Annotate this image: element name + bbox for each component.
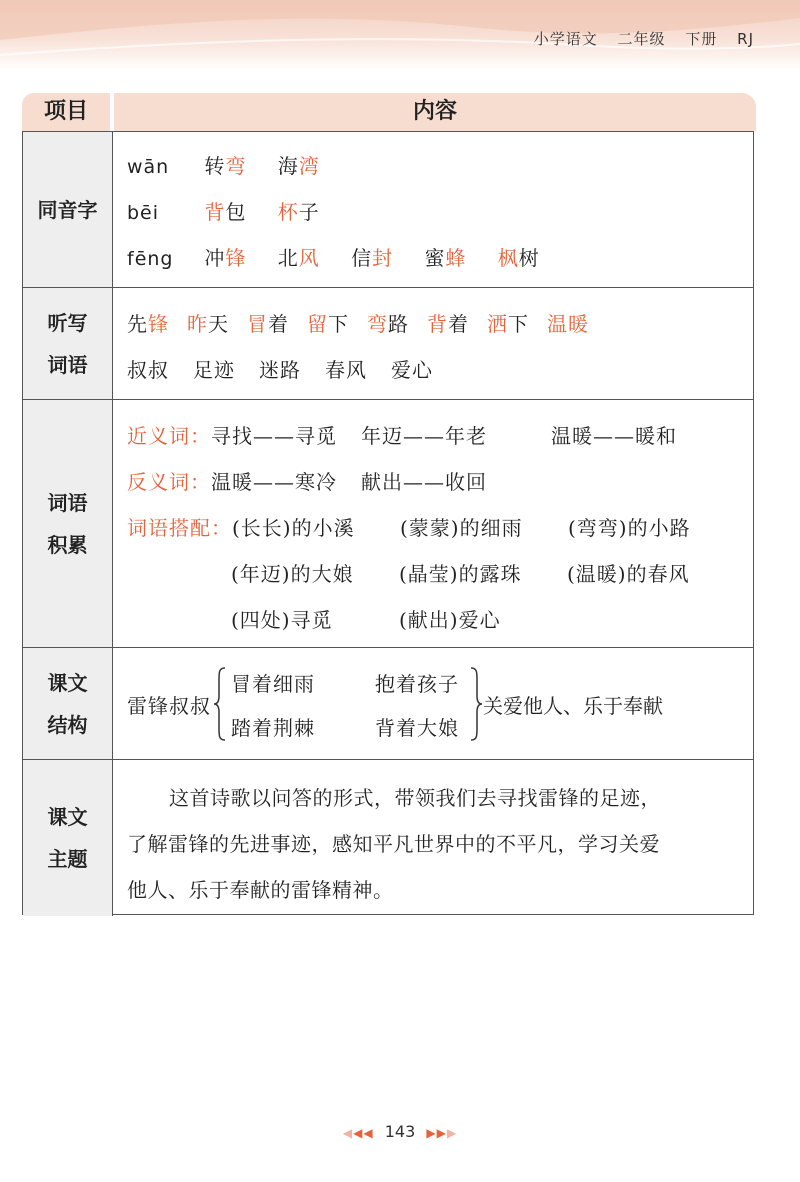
header-volume: 下册 (685, 30, 718, 48)
page-number: 143 (384, 1122, 416, 1141)
structure-left-top: 冒着细雨 (231, 672, 315, 696)
synonyms-line (127, 420, 677, 449)
label-line: 课文 (47, 805, 88, 829)
char: 北 (277, 246, 299, 270)
theme-line-1: 这首诗歌以问答的形式，带领我们去寻找雷锋的足迹， (169, 786, 661, 810)
antonyms-line (127, 466, 487, 495)
row-dictation (23, 287, 753, 399)
structure-left-bottom: 踏着荆棘 (231, 716, 315, 740)
collocation: (温暖)的春风 (567, 562, 690, 586)
char: 转 (204, 154, 226, 178)
label-vocab (23, 400, 113, 647)
char-red: 枫 (497, 246, 519, 270)
row-vocab (23, 399, 753, 647)
right-brace (469, 666, 483, 742)
structure-conclusion: 关爱他人、乐于奉献 (483, 694, 663, 718)
dictation-content (113, 288, 753, 399)
prev-arrow-icon: ◀◀ (353, 1126, 374, 1140)
vocab-content (113, 400, 753, 647)
label-line: 主题 (47, 847, 88, 871)
collocation: (晶莹)的露珠 (399, 562, 522, 586)
dictation-word: 足迹 (193, 358, 235, 382)
collocation: (弯弯)的小路 (568, 516, 691, 540)
dictation-word: 留下 (307, 312, 349, 336)
dictation-word: 冒着 (247, 312, 289, 336)
theme-line-3: 他人、乐于奉献的雷锋精神。 (127, 878, 394, 902)
collocation: (长长)的小溪 (232, 516, 355, 540)
char-red: 弯 (225, 154, 247, 178)
homophone-line-feng (127, 242, 564, 271)
dictation-word: 洒下 (487, 312, 529, 336)
next-arrow-icon: ▶ (446, 1126, 458, 1140)
label-structure (23, 648, 113, 759)
char: 海 (277, 154, 299, 178)
column-header-content: 内容 (114, 93, 756, 131)
synonym-pair: 寻找——寻觅 (211, 424, 337, 448)
pinyin: fēng (127, 248, 174, 270)
dictation-word: 背着 (427, 312, 469, 336)
dictation-word: 昨天 (187, 312, 229, 336)
antonym-tag: 反义词： (127, 470, 211, 494)
synonym-pair: 温暖——暖和 (551, 424, 677, 448)
label-line: 课文 (47, 670, 88, 695)
theme-line-2: 了解雷锋的先进事迹，感知平凡世界中的不平凡，学习关爱 (127, 832, 660, 856)
left-brace (213, 666, 227, 742)
synonym-pair: 年迈——年老 (361, 424, 487, 448)
char: 蜜 (424, 246, 446, 270)
page-header (520, 28, 754, 49)
synonym-tag: 近义词： (127, 424, 211, 448)
label-line: 词语 (47, 352, 88, 377)
dictation-line-2 (127, 354, 457, 383)
char-red: 杯 (277, 200, 299, 224)
char-red: 风 (298, 246, 320, 270)
summary-table (22, 131, 754, 915)
homophone-line-wan (127, 150, 344, 179)
char: 包 (225, 200, 247, 224)
collocation-line-2 (231, 558, 690, 587)
header-grade: 二年级 (617, 30, 666, 48)
structure-root: 雷锋叔叔 (127, 694, 211, 718)
pinyin: wān (127, 156, 170, 178)
collocation: (四处)寻觅 (231, 608, 333, 632)
structure-content (113, 648, 753, 759)
label-line: 词语 (47, 490, 88, 515)
dictation-word: 先锋 (127, 312, 169, 336)
char-red: 锋 (225, 246, 247, 270)
dictation-word: 弯路 (367, 312, 409, 336)
collocation-line-3 (231, 604, 501, 633)
theme-content (113, 760, 753, 916)
collocation: (献出)爱心 (399, 608, 501, 632)
collocation-tag: 词语搭配： (127, 516, 232, 540)
dictation-word: 迷路 (259, 358, 301, 382)
pinyin: bēi (127, 202, 160, 224)
homophones-content (113, 132, 753, 287)
dictation-word: 温暖 (547, 312, 589, 336)
header-subject: 小学语文 (533, 30, 598, 48)
prev-arrow-icon: ◀ (342, 1126, 354, 1140)
dictation-word: 爱心 (391, 358, 433, 382)
collocation: (年迈)的大娘 (231, 562, 354, 586)
char-red: 背 (204, 200, 226, 224)
row-homophones (23, 132, 753, 287)
structure-right-top: 抱着孩子 (375, 672, 459, 696)
label-line: 听写 (47, 310, 88, 335)
label-line: 结构 (47, 712, 88, 737)
collocation: (蒙蒙)的细雨 (400, 516, 523, 540)
table-header (22, 93, 756, 131)
label-homophones: 同音字 (23, 132, 113, 287)
row-theme (23, 759, 753, 916)
homophone-line-bei (127, 196, 344, 225)
header-edition: RJ (737, 30, 754, 48)
antonym-pair: 温暖——寒冷 (211, 470, 337, 494)
dictation-word: 叔叔 (127, 358, 169, 382)
next-arrow-icon: ▶▶ (426, 1126, 447, 1140)
char: 树 (518, 246, 540, 270)
page-footer (0, 1122, 800, 1141)
antonym-pair: 献出——收回 (361, 470, 487, 494)
label-dictation (23, 288, 113, 399)
label-theme (23, 760, 113, 916)
collocation-line-1 (127, 512, 691, 541)
dictation-line-1 (127, 308, 607, 337)
char-red: 蜂 (445, 246, 467, 270)
char: 冲 (204, 246, 226, 270)
char: 子 (298, 200, 320, 224)
dictation-word: 春风 (325, 358, 367, 382)
column-header-item: 项目 (22, 93, 110, 131)
row-structure (23, 647, 753, 759)
label-line: 积累 (47, 532, 88, 557)
char-red: 湾 (298, 154, 320, 178)
structure-right-bottom: 背着大娘 (375, 716, 459, 740)
char: 信 (351, 246, 373, 270)
char-red: 封 (372, 246, 394, 270)
